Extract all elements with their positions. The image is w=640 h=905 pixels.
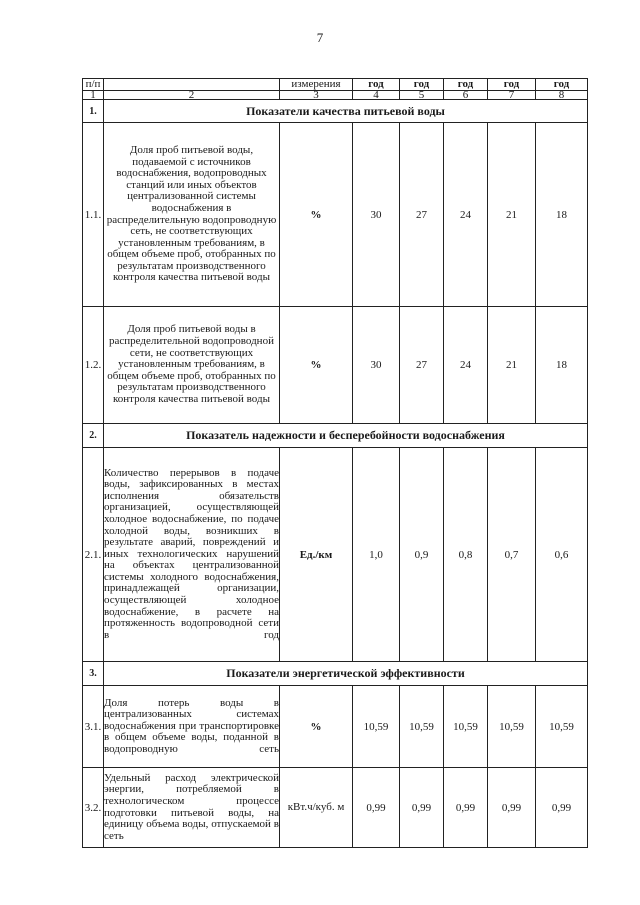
row-number: 1.2. bbox=[83, 307, 104, 424]
column-index: 3 bbox=[280, 91, 353, 100]
row-value: 10,59 bbox=[536, 686, 588, 768]
row-value: 10,59 bbox=[400, 686, 444, 768]
column-index: 1 bbox=[83, 91, 104, 100]
row-number: 3.2. bbox=[83, 768, 104, 848]
row-description: Доля проб питьевой воды, подаваемой с источников водоснабжения, водопроводных станций или иных объектов централизованной системы водоснабжения в распределительную водопроводную сеть, не соответствующих установленным требованиям, в общем объеме проб, отобранных по результатам производственного контроля качества питьевой воды bbox=[104, 123, 280, 307]
row-value: 1,0 bbox=[353, 448, 400, 662]
row-value: 0,99 bbox=[444, 768, 488, 848]
row-value: 0,99 bbox=[353, 768, 400, 848]
section-number: 3. bbox=[83, 662, 104, 686]
row-value: 18 bbox=[536, 307, 588, 424]
section-title: Показатели качества питьевой воды bbox=[104, 100, 588, 123]
column-index: 8 bbox=[536, 91, 588, 100]
row-value: 18 bbox=[536, 123, 588, 307]
column-index: 7 bbox=[488, 91, 536, 100]
column-index: 4 bbox=[353, 91, 400, 100]
row-value: 30 bbox=[353, 123, 400, 307]
section-title: Показатель надежности и бесперебойности водоснабжения bbox=[104, 424, 588, 448]
row-number: 3.1. bbox=[83, 686, 104, 768]
row-value: 0,7 bbox=[488, 448, 536, 662]
table-row bbox=[83, 448, 588, 662]
row-unit: Ед./км bbox=[280, 448, 353, 662]
row-description: Доля проб питьевой воды в распределительной водопроводной сети, не соответствующих установленным требованиям, в общем объеме проб, отобранных по результатам производственного контроля качества питьевой воды bbox=[104, 307, 280, 424]
table-row bbox=[83, 768, 588, 848]
row-value: 10,59 bbox=[353, 686, 400, 768]
row-value: 27 bbox=[400, 123, 444, 307]
header-cell-year: год bbox=[444, 79, 488, 91]
row-value: 0,99 bbox=[536, 768, 588, 848]
header-cell-year: год bbox=[536, 79, 588, 91]
indicators-table bbox=[82, 78, 588, 848]
row-unit: % bbox=[280, 123, 353, 307]
row-value: 0,99 bbox=[488, 768, 536, 848]
row-unit: % bbox=[280, 686, 353, 768]
row-unit: кВт.ч/куб. м bbox=[280, 768, 353, 848]
row-unit: % bbox=[280, 307, 353, 424]
section-row bbox=[83, 424, 588, 448]
section-row bbox=[83, 662, 588, 686]
page-number: 7 bbox=[316, 30, 324, 45]
row-value: 30 bbox=[353, 307, 400, 424]
column-index: 2 bbox=[104, 91, 280, 100]
row-value: 21 bbox=[488, 307, 536, 424]
header-cell-year: год bbox=[488, 79, 536, 91]
header-cell-year: год bbox=[353, 79, 400, 91]
header-cell-unit: измерения bbox=[280, 79, 353, 91]
column-index-row bbox=[83, 91, 588, 100]
row-number: 1.1. bbox=[83, 123, 104, 307]
row-value: 0,6 bbox=[536, 448, 588, 662]
row-value: 0,8 bbox=[444, 448, 488, 662]
header-cell-num: п/п bbox=[83, 79, 104, 91]
row-value: 24 bbox=[444, 123, 488, 307]
section-number: 1. bbox=[83, 100, 104, 123]
row-number: 2.1. bbox=[83, 448, 104, 662]
table-row bbox=[83, 307, 588, 424]
row-value: 0,99 bbox=[400, 768, 444, 848]
row-value: 27 bbox=[400, 307, 444, 424]
section-row bbox=[83, 100, 588, 123]
row-value: 10,59 bbox=[444, 686, 488, 768]
row-description: Удельный расход электрической энергии, потребляемой в технологическом процессе подготовки питьевой воды, на единицу объема воды, отпускаемой в сеть bbox=[104, 768, 280, 848]
table-row bbox=[83, 123, 588, 307]
row-description: Количество перерывов в подаче воды, зафиксированных в местах исполнения обязательств организацией, осуществляющей холодное водоснабжение, по подаче холодной воды, возникших в результате аварий, повреждений и иных технологических нарушений на объектах централизованной системы холодного водоснабжения, принадлежащей организации, осуществляющей холодное водоснабжение, в расчете на протяженность водопроводной сети в год bbox=[104, 448, 280, 662]
section-number: 2. bbox=[83, 424, 104, 448]
row-value: 10,59 bbox=[488, 686, 536, 768]
row-value: 0,9 bbox=[400, 448, 444, 662]
row-value: 21 bbox=[488, 123, 536, 307]
row-value: 24 bbox=[444, 307, 488, 424]
header-cell-year: год bbox=[400, 79, 444, 91]
row-description: Доля потерь воды в централизованных системах водоснабжения при транспортировке в общем объеме воды, поданной в водопроводную сеть bbox=[104, 686, 280, 768]
column-index: 6 bbox=[444, 91, 488, 100]
section-title: Показатели энергетической эффективности bbox=[104, 662, 588, 686]
column-index: 5 bbox=[400, 91, 444, 100]
table-row bbox=[83, 686, 588, 768]
